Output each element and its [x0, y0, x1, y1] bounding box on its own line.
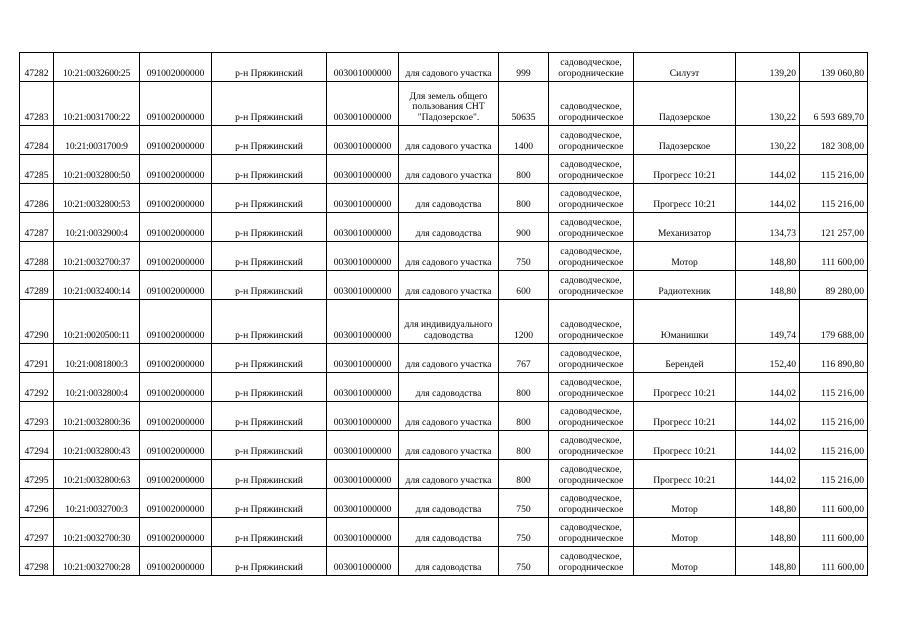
row-number-cell: 47289 — [20, 271, 54, 300]
category-cell: садоводческое, огородническое — [549, 242, 634, 271]
cadastral-number-cell: 10:21:0032800:63 — [54, 460, 140, 489]
rate-cell: 144,02 — [736, 184, 800, 213]
table-row — [20, 460, 868, 489]
row-number-cell: 47295 — [20, 460, 54, 489]
okato-cell: 091002000000 — [140, 431, 212, 460]
purpose-cell: для садоводства — [399, 373, 499, 402]
purpose-cell: для садового участка — [399, 431, 499, 460]
oktmo-cell: 003001000000 — [327, 518, 399, 547]
cadastral-value-cell: 116 890,80 — [800, 344, 868, 373]
purpose-cell: для садоводства — [399, 184, 499, 213]
cadastral-number-cell: 10:21:0032700:37 — [54, 242, 140, 271]
table-row — [20, 373, 868, 402]
row-number-cell: 47298 — [20, 547, 54, 576]
rate-cell: 130,22 — [736, 126, 800, 155]
cadastral-value-cell: 179 688,00 — [800, 300, 868, 344]
okato-cell: 091002000000 — [140, 53, 212, 82]
cadastral-number-cell: 10:21:0032700:28 — [54, 547, 140, 576]
row-number-cell: 47285 — [20, 155, 54, 184]
organization-name-cell: Мотор — [634, 489, 736, 518]
okato-cell: 091002000000 — [140, 213, 212, 242]
area-cell: 999 — [499, 53, 549, 82]
oktmo-cell: 003001000000 — [327, 300, 399, 344]
cadastral-number-cell: 10:21:0032800:53 — [54, 184, 140, 213]
category-cell: садоводческое, огородническое — [549, 460, 634, 489]
purpose-cell: для садоводства — [399, 547, 499, 576]
purpose-cell: для садового участка — [399, 460, 499, 489]
district-cell: р-н Пряжинский — [212, 373, 327, 402]
category-cell: садоводческое, огородническое — [549, 184, 634, 213]
row-number-cell: 47287 — [20, 213, 54, 242]
category-cell: садоводческое, огородническое — [549, 547, 634, 576]
category-cell: садоводческое, огородническое — [549, 489, 634, 518]
category-cell: садоводческое, огородническое — [549, 213, 634, 242]
okato-cell: 091002000000 — [140, 489, 212, 518]
rate-cell: 144,02 — [736, 402, 800, 431]
purpose-cell: для садового участка — [399, 344, 499, 373]
category-cell: садоводческое, огородническое — [549, 431, 634, 460]
organization-name-cell: Падозерское — [634, 82, 736, 126]
cadastral-number-cell: 10:21:0032700:3 — [54, 489, 140, 518]
purpose-cell: для садоводства — [399, 489, 499, 518]
table-row — [20, 213, 868, 242]
purpose-cell: Для земель общего пользования СНТ "Падозерское". — [399, 82, 499, 126]
rate-cell: 152,40 — [736, 344, 800, 373]
oktmo-cell: 003001000000 — [327, 184, 399, 213]
row-number-cell: 47282 — [20, 53, 54, 82]
purpose-cell: для садового участка — [399, 271, 499, 300]
organization-name-cell: Прогресс 10:21 — [634, 373, 736, 402]
category-cell: садоводческое, огородническое — [549, 402, 634, 431]
organization-name-cell: Юманишки — [634, 300, 736, 344]
district-cell: р-н Пряжинский — [212, 431, 327, 460]
table-row — [20, 82, 868, 126]
organization-name-cell: Мотор — [634, 547, 736, 576]
cadastral-value-cell: 111 600,00 — [800, 489, 868, 518]
okato-cell: 091002000000 — [140, 242, 212, 271]
rate-cell: 144,02 — [736, 431, 800, 460]
cadastral-number-cell: 10:21:0032800:36 — [54, 402, 140, 431]
organization-name-cell: Мотор — [634, 242, 736, 271]
district-cell: р-н Пряжинский — [212, 184, 327, 213]
district-cell: р-н Пряжинский — [212, 460, 327, 489]
rate-cell: 148,80 — [736, 489, 800, 518]
cadastral-number-cell: 10:21:0031700:22 — [54, 82, 140, 126]
oktmo-cell: 003001000000 — [327, 155, 399, 184]
rate-cell: 134,73 — [736, 213, 800, 242]
category-cell: садоводческое, огороднические — [549, 53, 634, 82]
district-cell: р-н Пряжинский — [212, 402, 327, 431]
row-number-cell: 47286 — [20, 184, 54, 213]
table-row — [20, 126, 868, 155]
area-cell: 600 — [499, 271, 549, 300]
area-cell: 750 — [499, 518, 549, 547]
organization-name-cell: Прогресс 10:21 — [634, 402, 736, 431]
document-page — [19, 52, 868, 576]
oktmo-cell: 003001000000 — [327, 402, 399, 431]
table-row — [20, 344, 868, 373]
oktmo-cell: 003001000000 — [327, 271, 399, 300]
category-cell: садоводческое, огородническое — [549, 82, 634, 126]
oktmo-cell: 003001000000 — [327, 431, 399, 460]
cadastral-number-cell: 10:21:0032900:4 — [54, 213, 140, 242]
area-cell: 800 — [499, 402, 549, 431]
cadastral-value-cell: 111 600,00 — [800, 242, 868, 271]
area-cell: 800 — [499, 373, 549, 402]
organization-name-cell: Берендей — [634, 344, 736, 373]
area-cell: 800 — [499, 460, 549, 489]
cadastral-number-cell: 10:21:0032800:4 — [54, 373, 140, 402]
organization-name-cell: Прогресс 10:21 — [634, 184, 736, 213]
purpose-cell: для садового участка — [399, 155, 499, 184]
cadastral-value-cell: 115 216,00 — [800, 373, 868, 402]
district-cell: р-н Пряжинский — [212, 271, 327, 300]
organization-name-cell: Радиотехник — [634, 271, 736, 300]
district-cell: р-н Пряжинский — [212, 82, 327, 126]
district-cell: р-н Пряжинский — [212, 489, 327, 518]
row-number-cell: 47293 — [20, 402, 54, 431]
table-row — [20, 184, 868, 213]
rate-cell: 130,22 — [736, 82, 800, 126]
rate-cell: 144,02 — [736, 155, 800, 184]
rate-cell: 148,80 — [736, 242, 800, 271]
rate-cell: 148,80 — [736, 547, 800, 576]
area-cell: 1400 — [499, 126, 549, 155]
table-row — [20, 547, 868, 576]
cadastral-number-cell: 10:21:0032800:43 — [54, 431, 140, 460]
row-number-cell: 47290 — [20, 300, 54, 344]
cadastral-value-cell: 111 600,00 — [800, 518, 868, 547]
district-cell: р-н Пряжинский — [212, 53, 327, 82]
district-cell: р-н Пряжинский — [212, 155, 327, 184]
table-row — [20, 271, 868, 300]
area-cell: 800 — [499, 431, 549, 460]
table-row — [20, 300, 868, 344]
category-cell: садоводческое, огородническое — [549, 373, 634, 402]
oktmo-cell: 003001000000 — [327, 242, 399, 271]
cadastral-number-cell: 10:21:0032800:50 — [54, 155, 140, 184]
area-cell: 750 — [499, 547, 549, 576]
oktmo-cell: 003001000000 — [327, 53, 399, 82]
rate-cell: 148,80 — [736, 271, 800, 300]
organization-name-cell: Мотор — [634, 518, 736, 547]
district-cell: р-н Пряжинский — [212, 518, 327, 547]
organization-name-cell: Прогресс 10:21 — [634, 155, 736, 184]
okato-cell: 091002000000 — [140, 184, 212, 213]
organization-name-cell: Прогресс 10:21 — [634, 431, 736, 460]
row-number-cell: 47283 — [20, 82, 54, 126]
rate-cell: 139,20 — [736, 53, 800, 82]
cadastral-number-cell: 10:21:0020500:11 — [54, 300, 140, 344]
okato-cell: 091002000000 — [140, 300, 212, 344]
area-cell: 750 — [499, 489, 549, 518]
cadastral-value-cell: 111 600,00 — [800, 547, 868, 576]
district-cell: р-н Пряжинский — [212, 547, 327, 576]
table-body — [20, 53, 868, 576]
rate-cell: 144,02 — [736, 460, 800, 489]
category-cell: садоводческое, огородническое — [549, 518, 634, 547]
okato-cell: 091002000000 — [140, 460, 212, 489]
table-row — [20, 518, 868, 547]
okato-cell: 091002000000 — [140, 126, 212, 155]
table-row — [20, 53, 868, 82]
rate-cell: 148,80 — [736, 518, 800, 547]
category-cell: садоводческое, огородническое — [549, 271, 634, 300]
cadastral-value-cell: 121 257,00 — [800, 213, 868, 242]
cadastral-number-cell: 10:21:0081800:3 — [54, 344, 140, 373]
category-cell: садоводческое, огородническое — [549, 126, 634, 155]
rate-cell: 149,74 — [736, 300, 800, 344]
cadastral-number-cell: 10:21:0031700:9 — [54, 126, 140, 155]
oktmo-cell: 003001000000 — [327, 344, 399, 373]
okato-cell: 091002000000 — [140, 518, 212, 547]
cadastral-number-cell: 10:21:0032400:14 — [54, 271, 140, 300]
table-row — [20, 431, 868, 460]
category-cell: садоводческое, огородническое — [549, 300, 634, 344]
category-cell: садоводческое, огородническое — [549, 344, 634, 373]
cadastral-value-cell: 89 280,00 — [800, 271, 868, 300]
okato-cell: 091002000000 — [140, 155, 212, 184]
rate-cell: 144,02 — [736, 373, 800, 402]
district-cell: р-н Пряжинский — [212, 242, 327, 271]
organization-name-cell: Силуэт — [634, 53, 736, 82]
district-cell: р-н Пряжинский — [212, 344, 327, 373]
purpose-cell: для садоводства — [399, 213, 499, 242]
district-cell: р-н Пряжинский — [212, 300, 327, 344]
organization-name-cell: Механизатор — [634, 213, 736, 242]
oktmo-cell: 003001000000 — [327, 82, 399, 126]
cadastral-value-cell: 115 216,00 — [800, 184, 868, 213]
row-number-cell: 47296 — [20, 489, 54, 518]
area-cell: 50635 — [499, 82, 549, 126]
purpose-cell: для садового участка — [399, 242, 499, 271]
row-number-cell: 47288 — [20, 242, 54, 271]
district-cell: р-н Пряжинский — [212, 126, 327, 155]
oktmo-cell: 003001000000 — [327, 489, 399, 518]
area-cell: 750 — [499, 242, 549, 271]
row-number-cell: 47294 — [20, 431, 54, 460]
purpose-cell: для садового участка — [399, 53, 499, 82]
organization-name-cell: Падозерское — [634, 126, 736, 155]
okato-cell: 091002000000 — [140, 344, 212, 373]
cadastral-number-cell: 10:21:0032700:30 — [54, 518, 140, 547]
oktmo-cell: 003001000000 — [327, 373, 399, 402]
purpose-cell: для садового участка — [399, 402, 499, 431]
table-row — [20, 402, 868, 431]
row-number-cell: 47291 — [20, 344, 54, 373]
purpose-cell: для садоводства — [399, 518, 499, 547]
table-row — [20, 155, 868, 184]
cadastral-value-cell: 115 216,00 — [800, 402, 868, 431]
row-number-cell: 47292 — [20, 373, 54, 402]
okato-cell: 091002000000 — [140, 373, 212, 402]
cadastral-value-cell: 182 308,00 — [800, 126, 868, 155]
purpose-cell: для садового участка — [399, 126, 499, 155]
area-cell: 900 — [499, 213, 549, 242]
organization-name-cell: Прогресс 10:21 — [634, 460, 736, 489]
area-cell: 800 — [499, 184, 549, 213]
district-cell: р-н Пряжинский — [212, 213, 327, 242]
oktmo-cell: 003001000000 — [327, 547, 399, 576]
cadastral-value-cell: 115 216,00 — [800, 460, 868, 489]
oktmo-cell: 003001000000 — [327, 126, 399, 155]
area-cell: 1200 — [499, 300, 549, 344]
row-number-cell: 47297 — [20, 518, 54, 547]
okato-cell: 091002000000 — [140, 547, 212, 576]
land-plot-register-table — [19, 52, 868, 576]
area-cell: 800 — [499, 155, 549, 184]
row-number-cell: 47284 — [20, 126, 54, 155]
cadastral-value-cell: 139 060,80 — [800, 53, 868, 82]
category-cell: садоводческое, огородническое — [549, 155, 634, 184]
okato-cell: 091002000000 — [140, 402, 212, 431]
okato-cell: 091002000000 — [140, 271, 212, 300]
cadastral-value-cell: 115 216,00 — [800, 155, 868, 184]
cadastral-value-cell: 6 593 689,70 — [800, 82, 868, 126]
area-cell: 767 — [499, 344, 549, 373]
okato-cell: 091002000000 — [140, 82, 212, 126]
oktmo-cell: 003001000000 — [327, 460, 399, 489]
oktmo-cell: 003001000000 — [327, 213, 399, 242]
purpose-cell: для индивидуального садоводства — [399, 300, 499, 344]
table-row — [20, 242, 868, 271]
table-row — [20, 489, 868, 518]
cadastral-number-cell: 10:21:0032600:25 — [54, 53, 140, 82]
cadastral-value-cell: 115 216,00 — [800, 431, 868, 460]
